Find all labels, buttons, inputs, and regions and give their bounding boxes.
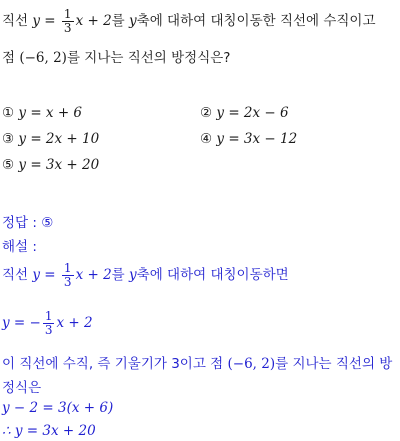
step1-fraction bbox=[62, 262, 74, 288]
option-number: ① bbox=[2, 105, 15, 121]
equation-right: x + 2 bbox=[75, 13, 112, 30]
step1-particle: 를 bbox=[111, 267, 125, 284]
option-1[interactable] bbox=[2, 105, 82, 121]
option-expression: y = 2x + 10 bbox=[18, 131, 100, 147]
option-4[interactable] bbox=[200, 131, 297, 147]
option-3[interactable] bbox=[2, 131, 99, 147]
solution-step-6: ∴ y = 3x + 20 bbox=[2, 423, 96, 439]
step1-equation-right: x + 2 bbox=[75, 267, 112, 284]
fraction-denominator: 3 bbox=[63, 20, 72, 35]
option-expression: y = x + 6 bbox=[18, 105, 83, 121]
fraction-denominator: 3 bbox=[44, 322, 53, 337]
solution-step-2 bbox=[2, 310, 93, 336]
step3-point: (−6, 2) bbox=[227, 356, 276, 372]
step3-text-b: 를 지나는 직선의 방 bbox=[275, 356, 393, 372]
explanation-label: 해설 : bbox=[2, 239, 37, 255]
question-line-1 bbox=[2, 8, 376, 34]
option-2[interactable] bbox=[200, 105, 289, 121]
question-point-prefix: 점 bbox=[2, 50, 16, 66]
step2-left: y = − bbox=[2, 315, 41, 332]
fraction-numerator: 1 bbox=[44, 309, 53, 323]
answer-label: 정답 : ⑤ bbox=[2, 215, 54, 231]
axis-variable: y bbox=[129, 13, 137, 30]
question-point: (−6, 2) bbox=[19, 50, 67, 66]
fraction-denominator: 3 bbox=[63, 274, 72, 289]
option-number: ⑤ bbox=[2, 157, 15, 173]
option-expression: y = 2x − 6 bbox=[216, 105, 289, 121]
step1-suffix: 축에 대하여 대칭이동하면 bbox=[136, 267, 289, 284]
option-expression: y = 3x − 12 bbox=[216, 131, 298, 147]
fraction-numerator: 1 bbox=[63, 261, 72, 275]
step2-fraction bbox=[43, 310, 55, 336]
solution-step-4: 정식은 bbox=[2, 380, 42, 396]
step1-equation-left: y = bbox=[32, 267, 56, 284]
option-expression: y = 3x + 20 bbox=[18, 157, 100, 173]
question-line-2 bbox=[2, 46, 230, 66]
solution-step-5: y − 2 = 3(x + 6) bbox=[2, 400, 114, 416]
step1-prefix: 직선 bbox=[2, 267, 29, 284]
step1-axis: y bbox=[129, 267, 137, 284]
question-particle: 를 bbox=[111, 13, 125, 30]
equation-left: y = bbox=[32, 13, 56, 30]
step3-text-a: 이 직선에 수직, 즉 기울기가 3이고 점 bbox=[2, 356, 224, 372]
option-number: ② bbox=[200, 105, 213, 121]
option-number: ③ bbox=[2, 131, 15, 147]
fraction bbox=[62, 8, 74, 34]
option-number: ④ bbox=[200, 131, 213, 147]
solution-step-1 bbox=[2, 262, 289, 288]
question-prefix: 직선 bbox=[2, 13, 29, 30]
step2-right: x + 2 bbox=[56, 315, 93, 332]
option-5[interactable] bbox=[2, 157, 99, 173]
question-line2-suffix: 를 지나는 직선의 방정식은? bbox=[66, 50, 231, 66]
question-suffix: 축에 대하여 대칭이동한 직선에 수직이고 bbox=[136, 13, 376, 30]
solution-step-3 bbox=[2, 352, 392, 372]
fraction-numerator: 1 bbox=[63, 7, 72, 21]
